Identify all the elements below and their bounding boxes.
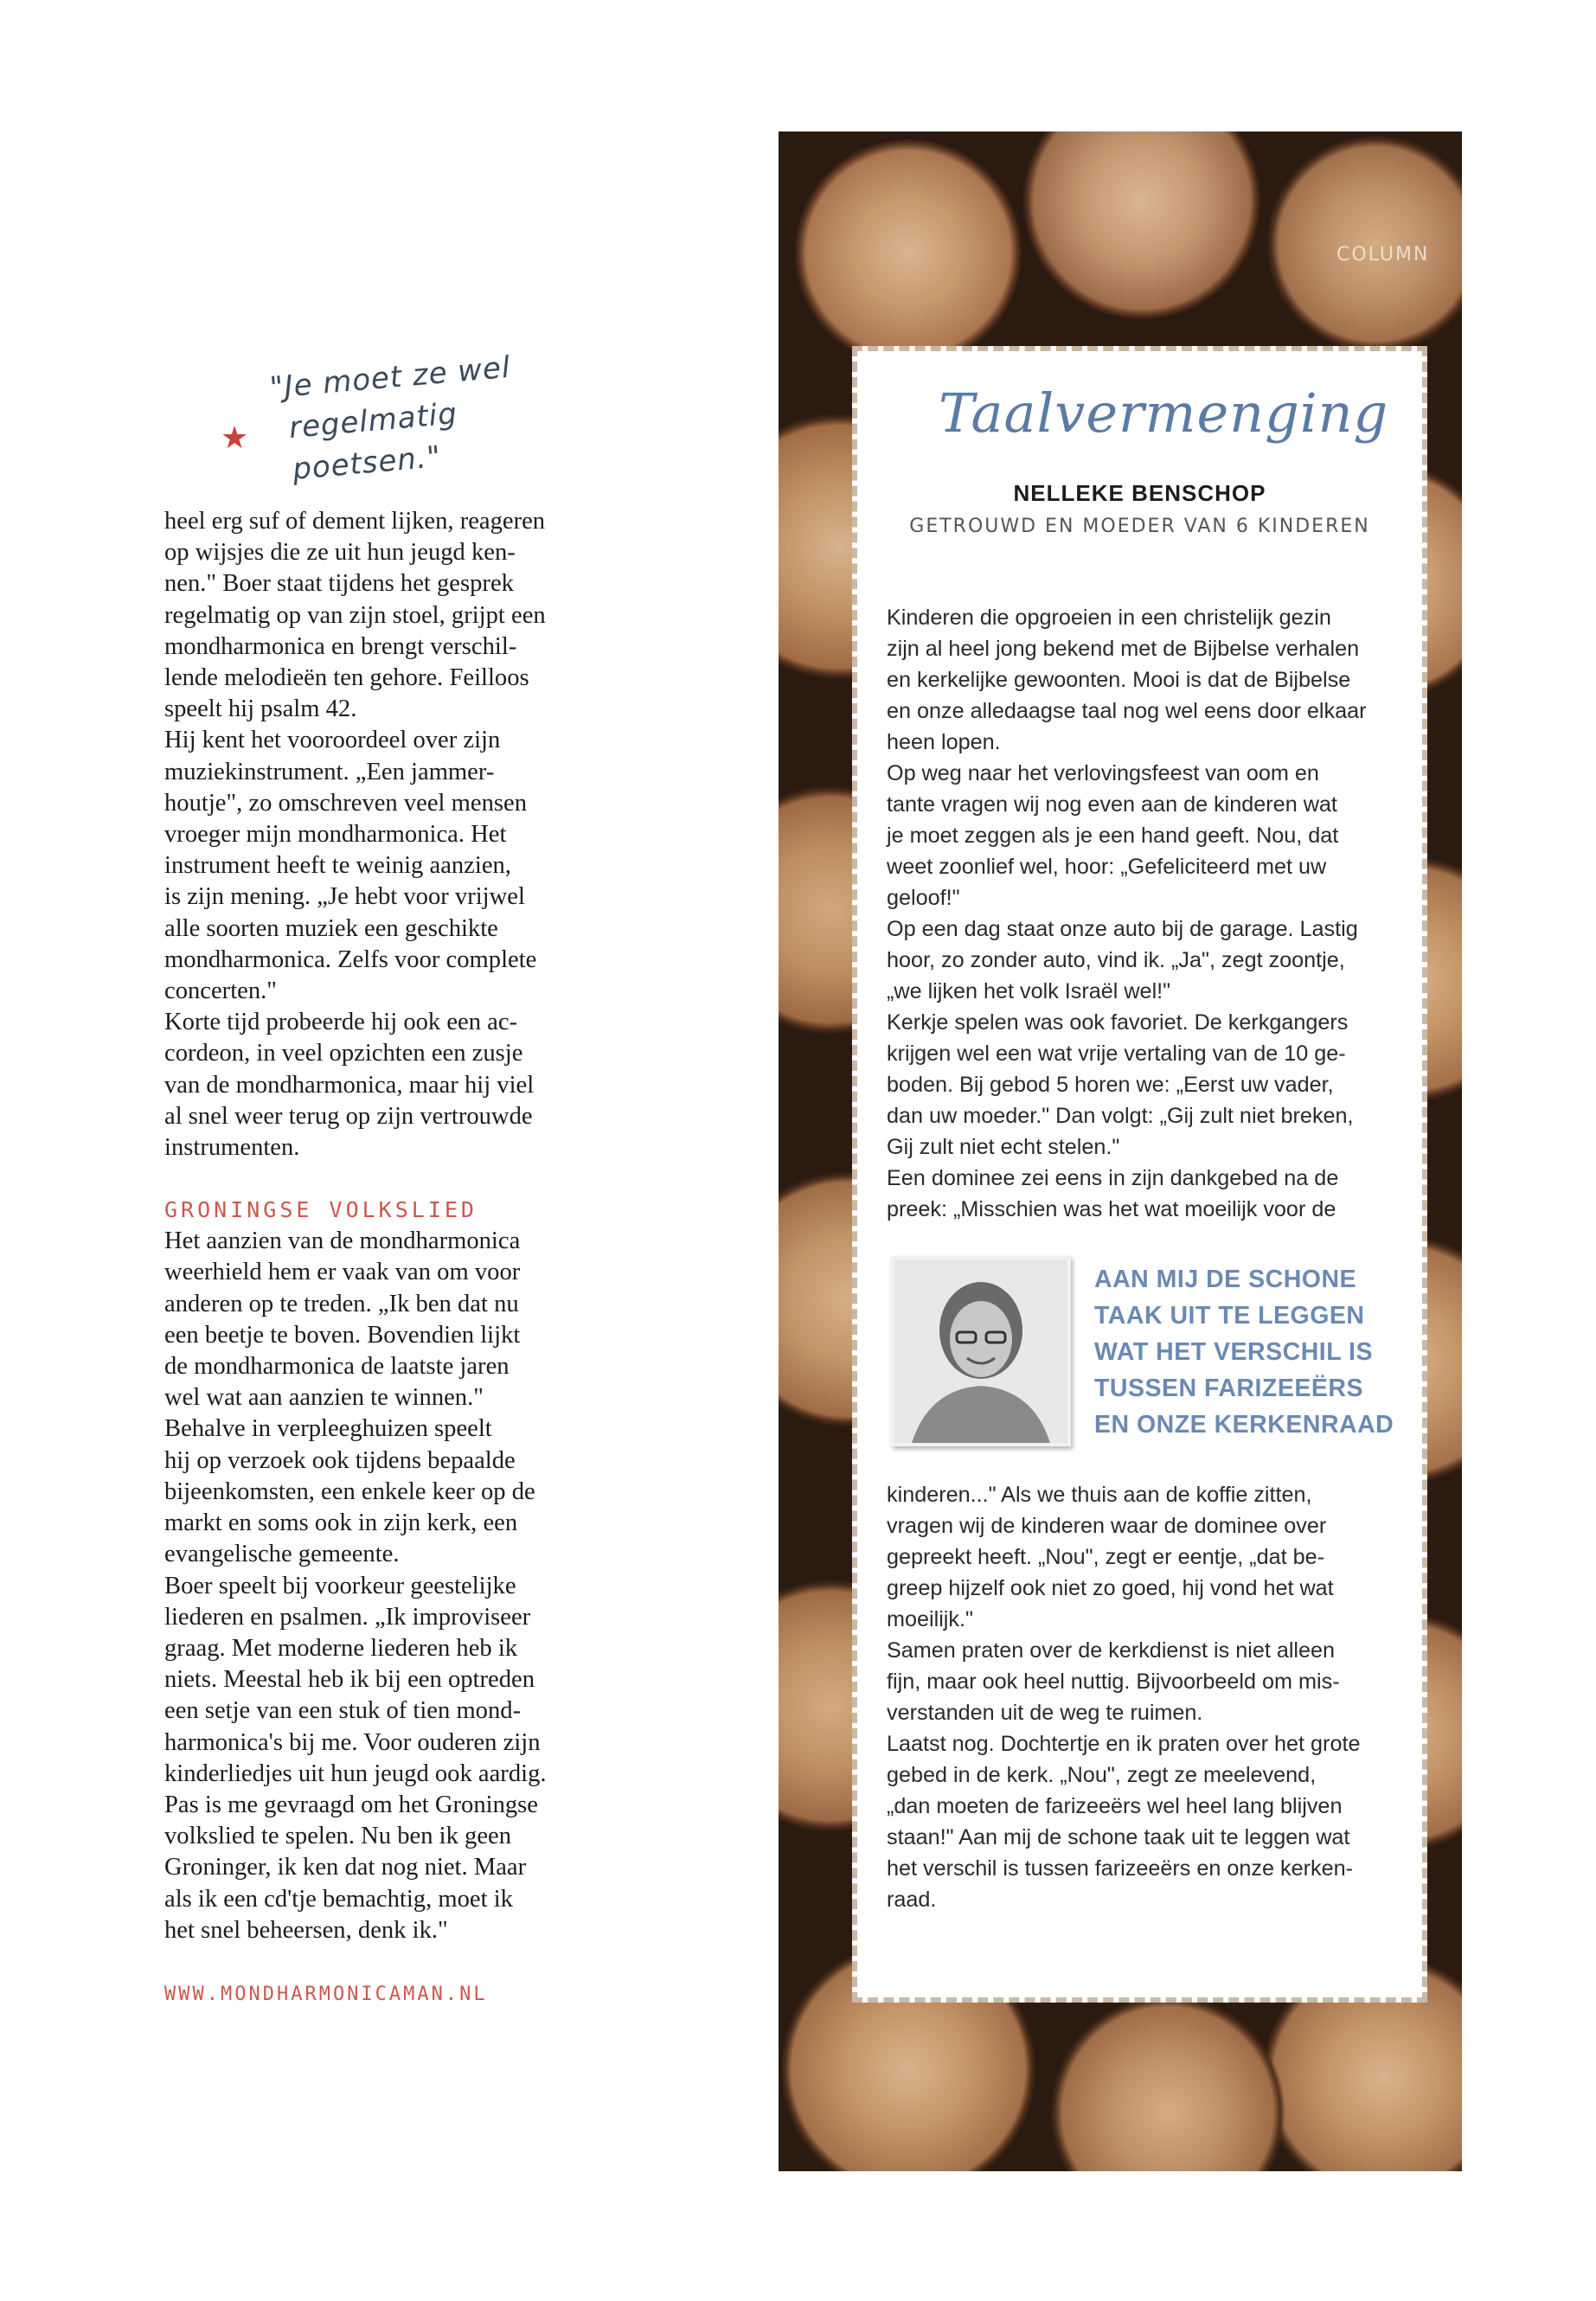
- text-line: gepreekt heeft. „Nou", zegt er eentje, „dat be-: [887, 1545, 1324, 1569]
- text-line: bijeenkomsten, een enkele keer op de: [164, 1477, 535, 1505]
- text-line: „we lijken het volk Israël wel!": [887, 979, 1171, 1003]
- paragraph: [164, 506, 571, 725]
- text-line: Laatst nog. Dochtertje en ik praten over het grote: [887, 1732, 1361, 1756]
- text-line: is zijn mening. „Je hebt voor vrijwel: [164, 883, 525, 911]
- paragraph: [164, 1413, 571, 1570]
- column-text-part2: [887, 1479, 1406, 1915]
- text-line: alle soorten muziek een geschikte: [164, 914, 498, 942]
- text-line: hij op verzoek ook tijdens bepaalde: [164, 1446, 516, 1474]
- text-line: Boer speelt bij voorkeur geestelijke: [164, 1572, 516, 1599]
- text-line: wel wat aan aanzien te winnen.": [164, 1384, 484, 1412]
- text-line: „dan moeten de farizeeërs wel heel lang blijven: [887, 1794, 1343, 1818]
- column-card: [852, 346, 1427, 2003]
- column-title: Taalvermenging: [939, 381, 1389, 445]
- text-line: speelt hij psalm 42.: [164, 695, 357, 723]
- text-line: regelmatig op van zijn stoel, grijpt een: [164, 601, 546, 629]
- text-line: gebed in de kerk. „Nou", zegt ze meelevend,: [887, 1763, 1317, 1787]
- text-line: en kerkelijke gewoonten. Mooi is dat de Bijbelse: [887, 668, 1351, 692]
- text-line: het snel beheersen, denk ik.": [164, 1916, 448, 1944]
- text-line: zijn al heel jong bekend met de Bijbelse verhalen: [887, 637, 1360, 661]
- pullquote-line: EN ONZE KERKENRAAD: [1094, 1411, 1394, 1439]
- star-icon: ★: [221, 420, 249, 456]
- text-line: harmonica's bij me. Voor ouderen zijn: [164, 1728, 541, 1756]
- text-line: greep hijzelf ook niet zo goed, hij vond het wat: [887, 1576, 1334, 1600]
- text-line: markt en soms ook in zijn kerk, een: [164, 1509, 518, 1537]
- pullquote-line: TUSSEN FARIZEEËRS: [1094, 1375, 1363, 1402]
- text-line: de mondharmonica de laatste jaren: [164, 1353, 510, 1381]
- text-line: Een dominee zei eens in zijn dankgebed na de: [887, 1166, 1339, 1190]
- text-line: graag. Met moderne liederen heb ik: [164, 1634, 518, 1662]
- text-line: raad.: [887, 1888, 937, 1912]
- text-line: nen." Boer staat tijdens het gesprek: [164, 570, 514, 598]
- pullquote-line: TAAK UIT TE LEGGEN: [1094, 1302, 1365, 1330]
- text-line: houtje", zo omschreven veel mensen: [164, 789, 527, 817]
- author-description: GETROUWD EN MOEDER VAN 6 KINDEREN: [909, 516, 1370, 537]
- column-text-part1: [887, 602, 1406, 1225]
- quote-line: regelmatig poetsen.": [287, 396, 459, 487]
- text-line: heel erg suf of dement lijken, reageren: [164, 508, 546, 535]
- text-line: op wijsjes die ze uit hun jeugd ken-: [164, 539, 516, 567]
- text-line: muziekinstrument. „Een jammer-: [164, 758, 495, 785]
- text-line: je moet zeggen als je een hand geeft. Nou, dat: [887, 824, 1339, 848]
- section-subheading: GRONINGSE VOLKSLIED: [164, 1197, 478, 1223]
- text-line: Behalve in verpleeghuizen speelt: [164, 1415, 492, 1443]
- pullquote-line: WAT HET VERSCHIL IS: [1094, 1338, 1373, 1366]
- text-line: Gij zult niet echt stelen.": [887, 1135, 1120, 1159]
- text-line: moeilijk.": [887, 1607, 973, 1631]
- column-author: NELLEKE BENSCHOP: [1013, 480, 1266, 506]
- paragraph: [164, 1007, 571, 1163]
- text-line: liederen en psalmen. „Ik improviseer: [164, 1603, 531, 1631]
- portrait-image: [894, 1259, 1067, 1443]
- text-line: Kerkje spelen was ook favoriet. De kerkgangers: [887, 1010, 1349, 1035]
- author-photo: [891, 1256, 1071, 1446]
- text-line: preek: „Misschien was het wat moeilijk voor de: [887, 1197, 1336, 1221]
- text-line: volkslied te spelen. Nu ben ik geen: [164, 1823, 512, 1850]
- text-line: krijgen wel een wat vrije vertaling van de 10 ge-: [887, 1042, 1346, 1066]
- text-line: fijn, maar ook heel nuttig. Bijvoorbeeld om mis-: [887, 1670, 1340, 1694]
- text-line: mondharmonica. Zelfs voor complete: [164, 945, 537, 973]
- text-line: evangelische gemeente.: [164, 1541, 400, 1568]
- text-line: tante vragen wij nog even aan de kinderen wat: [887, 792, 1337, 817]
- text-line: hoor, zo zonder auto, vind ik. „Ja", zegt zoontje,: [887, 948, 1345, 972]
- text-line: al snel weer terug op zijn vertrouwde: [164, 1102, 533, 1130]
- text-line: staan!" Aan mij de schone taak uit te leggen wat: [887, 1825, 1350, 1849]
- text-line: kinderen..." Als we thuis aan de koffie zitten,: [887, 1483, 1312, 1507]
- paragraph: [164, 1226, 571, 1413]
- text-line: heen lopen.: [887, 730, 1001, 754]
- paragraph: [164, 725, 571, 1007]
- text-line: boden. Bij gebod 5 horen we: „Eerst uw vader,: [887, 1073, 1334, 1097]
- left-article-column: [164, 506, 571, 2010]
- text-line: kinderliedjes uit hun jeugd ook aardig.: [164, 1759, 547, 1787]
- text-line: Hij kent het vooroordeel over zijn: [164, 727, 501, 754]
- text-line: een setje van een stuk of tien mond-: [164, 1697, 522, 1725]
- text-line: vroeger mijn mondharmonica. Het: [164, 821, 507, 849]
- text-line: als ik een cd'tje bemachtig, moet ik: [164, 1885, 513, 1913]
- text-line: en onze alledaagse taal nog wel eens door elkaar: [887, 699, 1367, 723]
- section-tag: COLUMN: [1336, 244, 1430, 266]
- text-line: verstanden uit de weg te ruimen.: [887, 1701, 1203, 1725]
- quote-line: "Je moet ze wel: [268, 349, 512, 406]
- text-line: Pas is me gevraagd om het Groningse: [164, 1791, 538, 1818]
- text-line: anderen op te treden. „Ik ben dat nu: [164, 1290, 519, 1317]
- text-line: Op weg naar het verlovingsfeest van oom en: [887, 761, 1319, 785]
- website-link[interactable]: WWW.MONDHARMONICAMAN.NL: [164, 1983, 488, 2005]
- text-line: dan uw moeder." Dan volgt: „Gij zult niet breken,: [887, 1104, 1354, 1128]
- text-line: Kinderen die opgroeien in een christelijk gezin: [887, 606, 1331, 630]
- text-line: concerten.": [164, 977, 277, 1005]
- paragraph: [164, 1571, 571, 1946]
- text-line: cordeon, in veel opzichten een zusje: [164, 1040, 523, 1067]
- text-line: Korte tijd probeerde hij ook een ac-: [164, 1009, 518, 1036]
- text-line: van de mondharmonica, maar hij viel: [164, 1071, 535, 1099]
- text-line: instrumenten.: [164, 1134, 300, 1162]
- text-line: Samen praten over de kerkdienst is niet alleen: [887, 1638, 1336, 1663]
- text-line: lende melodieën ten gehore. Feilloos: [164, 664, 529, 692]
- text-line: niets. Meestal heb ik bij een optreden: [164, 1666, 535, 1694]
- text-line: vragen wij de kinderen waar de dominee over: [887, 1514, 1327, 1538]
- text-line: geloof!": [887, 886, 960, 910]
- text-line: mondharmonica en brengt verschil-: [164, 632, 517, 660]
- text-line: Op een dag staat onze auto bij de garage. Lastig: [887, 917, 1358, 941]
- text-line: een beetje te boven. Bovendien lijkt: [164, 1321, 521, 1349]
- pullquote-line: AAN MIJ DE SCHONE: [1094, 1266, 1357, 1293]
- text-line: Het aanzien van de mondharmonica: [164, 1227, 521, 1255]
- text-line: het verschil is tussen farizeeërs en onze kerken-: [887, 1856, 1353, 1881]
- text-line: Groninger, ik ken dat nog niet. Maar: [164, 1854, 527, 1881]
- text-line: weet zoonlief wel, hoor: „Gefeliciteerd met uw: [887, 855, 1327, 879]
- text-line: instrument heeft te weinig aanzien,: [164, 852, 511, 880]
- pull-quote: [1094, 1261, 1414, 1443]
- handwritten-quote: [268, 343, 563, 491]
- text-line: weerhield hem er vaak van om voor: [164, 1259, 521, 1286]
